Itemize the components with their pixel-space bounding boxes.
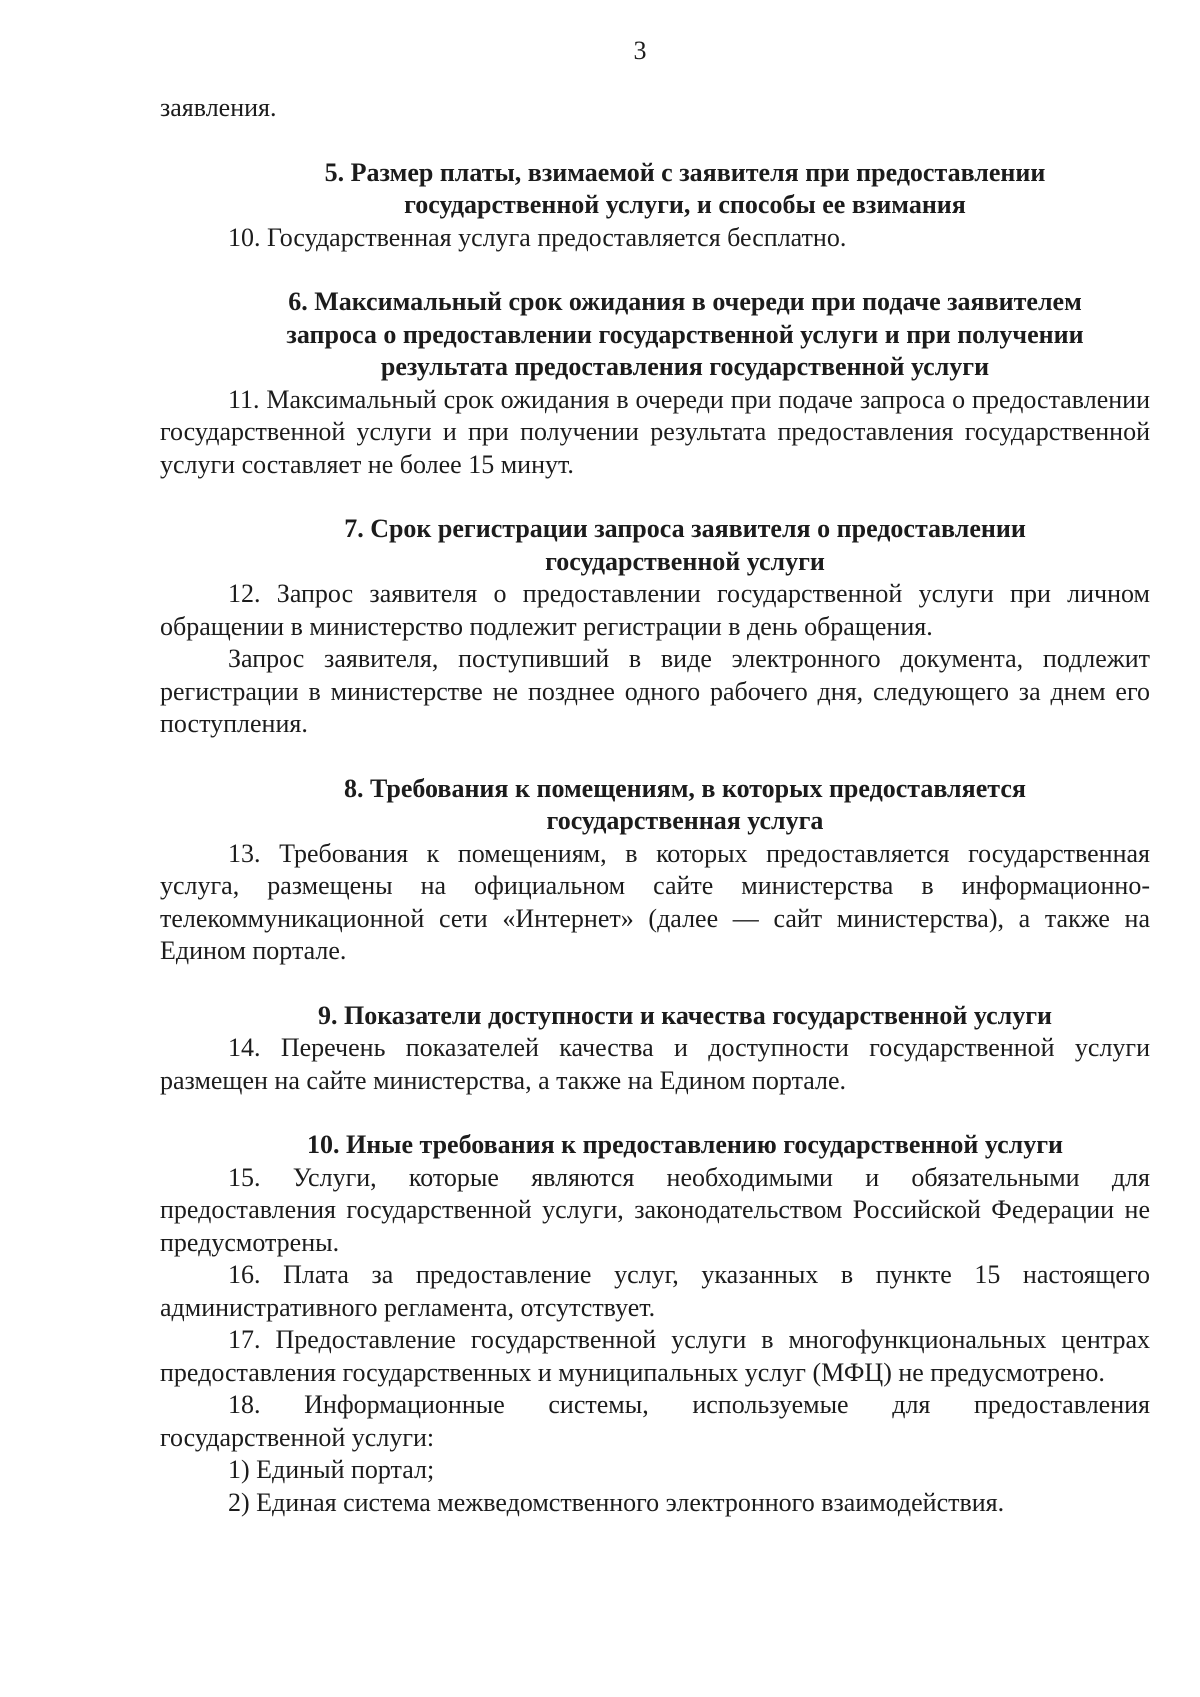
paragraph: 10. Государственная услуга предоставляется бесплатно. — [228, 222, 847, 252]
paragraph: 11. Максимальный срок ожидания в очереди при подаче запроса о предоставлении государственной услуги и при получении результата предоставления государственной услуги составляет не более 15 минут. — [160, 384, 1150, 479]
list-item: 2) Единая система межведомственного электронного взаимодействия. — [228, 1487, 1005, 1517]
section-heading-line: государственной услуги, и способы ее взимания — [404, 190, 966, 219]
section-6 — [160, 286, 1150, 481]
section-heading-line: 9. Показатели доступности и качества государственной услуги — [317, 1000, 1053, 1030]
section-heading-line: 6. Максимальный срок ожидания в очереди при подаче заявителем — [288, 287, 1082, 316]
section-heading-line: 8. Требования к помещениям, в которых предоставляется — [344, 773, 1026, 803]
section-heading-line: 10. Иные требования к предоставлению государственной услуги — [306, 1130, 1064, 1159]
paragraph: Запрос заявителя, поступивший в виде электронного документа, подлежит регистрации в министерстве не позднее одного рабочего дня, следующего за днем его поступления. — [160, 644, 1150, 738]
section-gap — [160, 968, 1150, 1000]
section-9 — [160, 1000, 1150, 1098]
section-gap — [160, 125, 1150, 157]
paragraph: 18. Информационные системы, используемые для предоставления государственной услуги: — [160, 1390, 1150, 1452]
section-heading-line: запроса о предоставлении государственной услуги и при получении — [286, 319, 1084, 349]
page-number: 3 — [633, 36, 647, 65]
paragraph: 13. Требования к помещениям, в которых предоставляется государственная услуга, размещены на официальном сайте министерства в информационно-телекоммуникационной сети «Интернет» (далее — сайт министерства), а также на Едином портале. — [160, 838, 1150, 965]
paragraph: 14. Перечень показателей качества и доступности государственной услуги размещен на сайте министерства, а также на Едином портале. — [160, 1033, 1150, 1095]
section-gap — [160, 741, 1150, 773]
section-10 — [160, 1129, 1150, 1519]
section-7 — [160, 513, 1150, 741]
section-gap — [160, 481, 1150, 513]
section-heading-line: результата предоставления государственной услуги — [380, 352, 990, 381]
section-heading-line: 5. Размер платы, взимаемой с заявителя при предоставлении — [324, 157, 1046, 187]
section-gap — [160, 1097, 1150, 1129]
section-heading-line: государственная услуга — [546, 806, 824, 835]
paragraph: 16. Плата за предоставление услуг, указанных в пункте 15 настоящего административного регламента, отсутствует. — [160, 1260, 1150, 1322]
document-body — [160, 92, 1150, 1519]
section-8 — [160, 773, 1150, 968]
paragraph: 17. Предоставление государственной услуги в многофункциональных центрах предоставления государственных и муниципальных услуг (МФЦ) не предусмотрено. — [160, 1325, 1150, 1387]
list-item: 1) Единый портал; — [228, 1455, 435, 1484]
paragraph: 12. Запрос заявителя о предоставлении государственной услуги при личном обращении в министерство подлежит регистрации в день обращения. — [160, 579, 1150, 641]
section-heading-line: государственной услуги — [545, 546, 825, 576]
intro-text: заявления. — [160, 93, 277, 122]
section-5 — [160, 157, 1150, 255]
section-gap — [160, 254, 1150, 286]
section-heading-line: 7. Срок регистрации запроса заявителя о предоставлении — [344, 514, 1026, 543]
paragraph: 15. Услуги, которые являются необходимыми и обязательными для предоставления государственной услуги, законодательством Российской Федерации не предусмотрены. — [160, 1162, 1150, 1257]
